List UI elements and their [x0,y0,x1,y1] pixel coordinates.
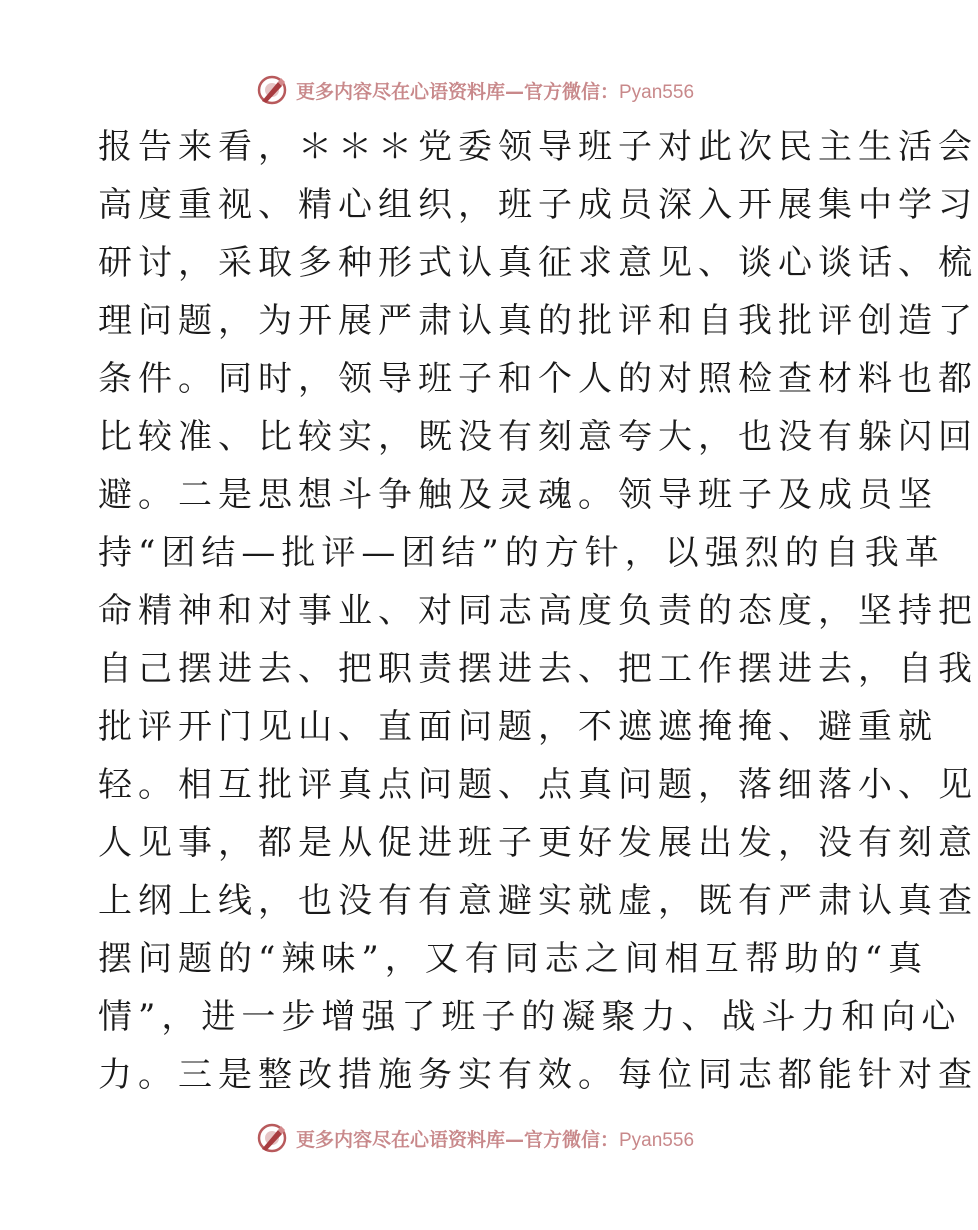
body-line: 命精神和对事业、对同志高度负责的态度，坚持把 [98,591,978,631]
header-watermark [0,70,950,110]
body-line: 高度重视、精心组织，班子成员深入开展集中学习 [98,185,978,225]
body-line: 情”，进一步增强了班子的凝聚力、战斗力和向心 [98,997,962,1037]
body-line: 理问题，为开展严肃认真的批评和自我批评创造了 [98,301,978,341]
body-line: 人见事，都是从促进班子更好发展出发，没有刻意 [98,823,978,863]
body-line: 报告来看，＊＊＊党委领导班子对此次民主生活会 [98,127,978,167]
body-line: 比较准、比较实，既没有刻意夸大，也没有躲闪回 [98,417,978,457]
watermark-text: 更多内容尽在心语资料库—官方微信：Pyan556 [295,1128,695,1151]
body-line: 摆问题的“辣味”，又有同志之间相互帮助的“真 [98,939,929,979]
wechat-id: Pyan556 [619,81,695,103]
body-line: 持“团结—批评—团结”的方针，以强烈的自我革 [98,533,945,573]
pen-logo-icon [256,1122,288,1154]
body-line: 批评开门见山、直面问题，不遮遮掩掩、避重就 [98,707,938,747]
wechat-id: Pyan556 [619,1129,695,1151]
body-line: 条件。同时，领导班子和个人的对照检查材料也都 [98,359,978,399]
footer-watermark [0,1118,950,1158]
body-line: 力。三是整改措施务实有效。每位同志都能针对查 [98,1055,978,1095]
body-line: 自己摆进去、把职责摆进去、把工作摆进去，自我 [98,649,978,689]
body-line: 轻。相互批评真点问题、点真问题，落细落小、见 [98,765,978,805]
watermark-text: 更多内容尽在心语资料库—官方微信：Pyan556 [295,80,695,103]
pen-logo-icon [256,74,288,106]
body-line: 上纲上线，也没有有意避实就虚，既有严肃认真查 [98,881,978,921]
body-line: 研讨，采取多种形式认真征求意见、谈心谈话、梳 [98,243,978,283]
body-line: 避。二是思想斗争触及灵魂。领导班子及成员坚 [98,475,938,515]
document-body [98,118,978,1104]
